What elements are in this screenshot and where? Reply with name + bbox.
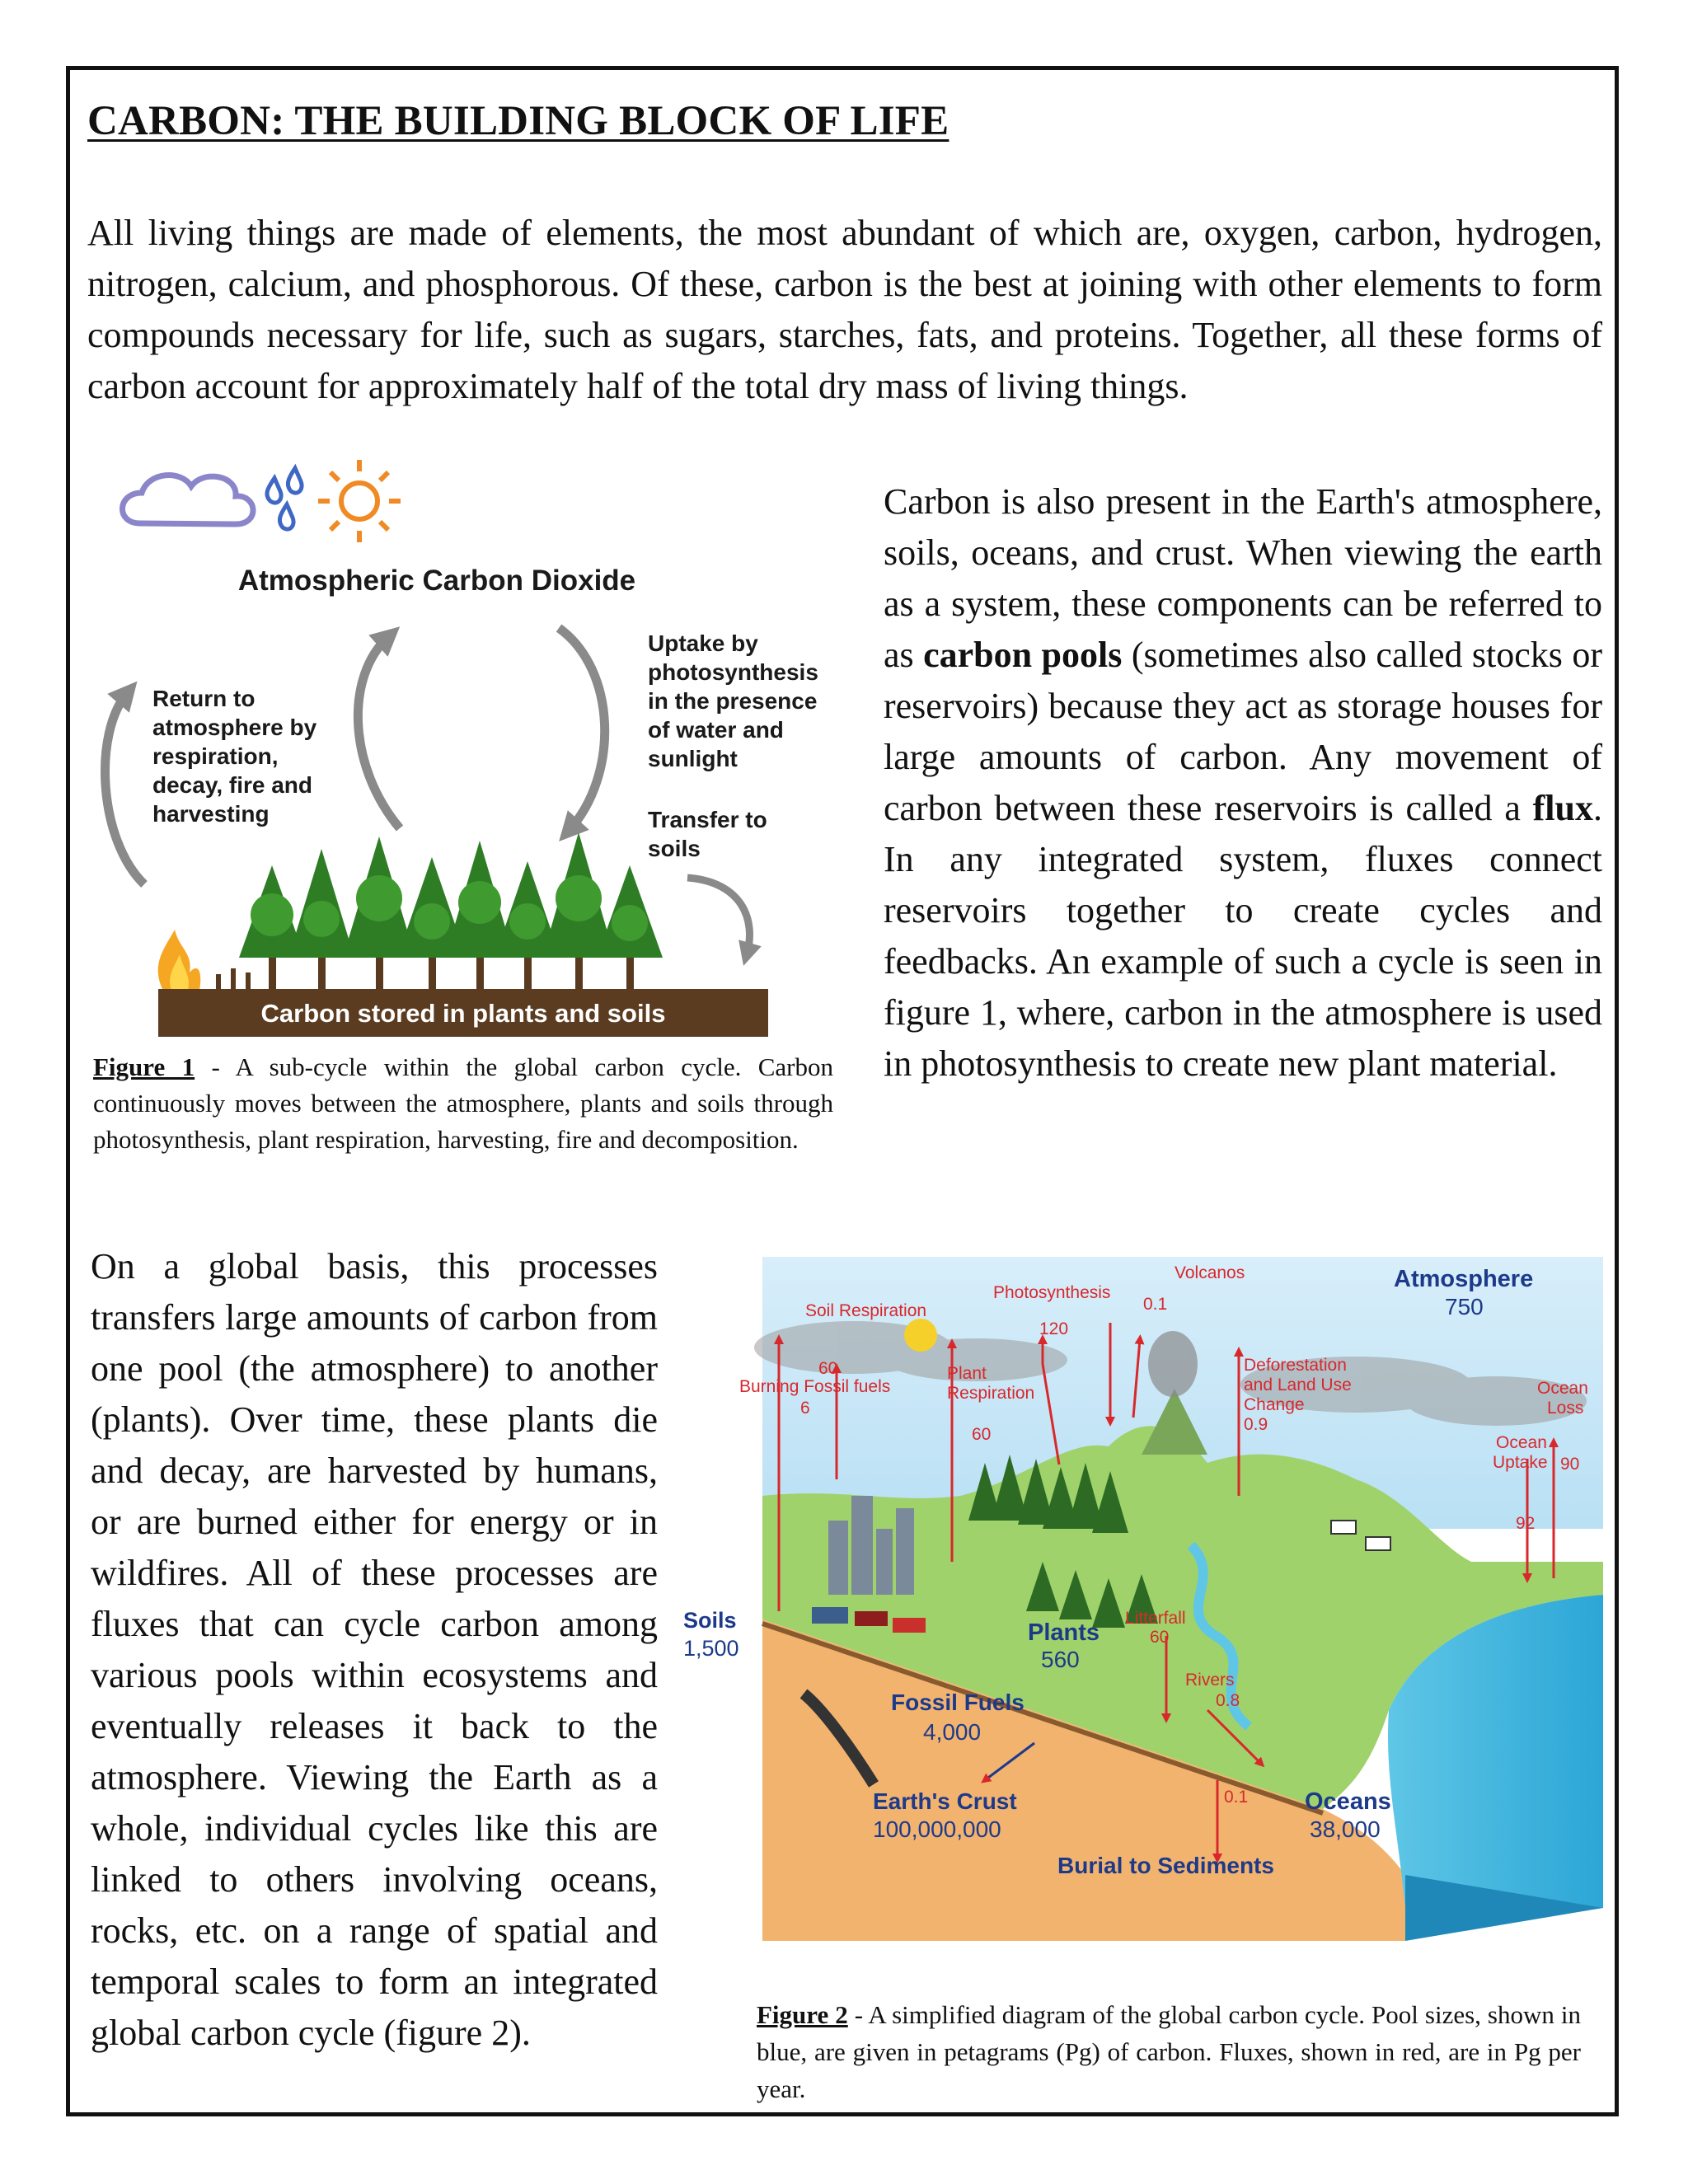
pools-paragraph: Carbon is also present in the Earth's atmosphere, soils, oceans, and crust. When viewing the earth as a system, these components can be referred to as carbon pools (sometimes also called stocks or reservoirs) because they act as storage houses for large amounts of carbon. Any movement of carbon between these reservoirs is called a flux. In any integrated system, fluxes connect reservoirs together to create cycles and feedbacks. An example of such a cycle is seen in figure 1, where, carbon in the atmosphere is used in photosynthesis to create new plant material.	[884, 481, 1603, 1084]
svg-text:4,000: 4,000	[923, 1719, 982, 1745]
fig1-return-label: Return to atmosphere by respiration, decay, fire and harvesting	[152, 686, 317, 827]
svg-text:Soil Respiration: Soil Respiration	[805, 1301, 927, 1320]
figure-1-diagram	[82, 453, 837, 1043]
fig1-uptake-label: Uptake by photosynthesis in the presence of water and sunlight	[648, 630, 818, 771]
svg-text:Soils: Soils	[683, 1608, 737, 1633]
svg-text:0.8: 0.8	[1216, 1691, 1240, 1710]
svg-text:Plants: Plants	[1028, 1619, 1100, 1646]
arrow-uptake	[559, 628, 605, 831]
svg-text:Atmosphere: Atmosphere	[1394, 1266, 1534, 1292]
arrow-transfer	[687, 878, 749, 954]
svg-text:Fossil Fuels: Fossil Fuels	[891, 1690, 1025, 1715]
svg-text:Respiration: Respiration	[947, 1384, 1035, 1403]
figure-2-caption	[757, 1996, 1581, 2107]
svg-text:Oceans: Oceans	[1305, 1788, 1391, 1815]
svg-text:60: 60	[1150, 1628, 1170, 1647]
svg-text:750: 750	[1445, 1294, 1484, 1319]
svg-text:6: 6	[800, 1399, 810, 1418]
arrow-return-outer	[106, 692, 144, 884]
arrow-return-inner	[358, 636, 400, 828]
global-cycle-paragraph: On a global basis, this processes transfers large amounts of carbon from one pool (the atmosphere) to another (plants). Over time, these plants die and decay, are harvested by humans, or are burned either for energy or in wildfires. All of these processes are fluxes that can cycle carbon among various pools within ecosystems and eventually releases it back to the atmosphere. Viewing the Earth as a whole, individual cycles like this are linked to others involving oceans, rocks, etc. on a range of spatial and temporal scales to form an integrated global carbon cycle (figure 2).	[91, 1246, 658, 2053]
svg-text:Volcanos: Volcanos	[1175, 1263, 1245, 1282]
svg-text:0.1: 0.1	[1143, 1295, 1168, 1314]
svg-text:0.1: 0.1	[1224, 1788, 1249, 1807]
svg-text:Photosynthesis: Photosynthesis	[993, 1283, 1111, 1302]
tree-icon	[216, 832, 663, 993]
cloud-icon	[122, 476, 253, 524]
figure-2-label: Figure 2	[757, 2000, 848, 2029]
svg-text:120: 120	[1039, 1319, 1069, 1338]
fire-icon	[158, 930, 201, 991]
term-flux: flux	[1532, 788, 1593, 828]
svg-text:38,000: 38,000	[1310, 1816, 1381, 1842]
svg-text:Burial to Sediments: Burial to Sediments	[1057, 1853, 1274, 1878]
figure-2-caption-text: - A simplified diagram of the global carbon cycle. Pool sizes, shown in blue, are given in petagrams (Pg) of carbon. Fluxes, shown in red, are in Pg per year.	[757, 2000, 1581, 2103]
svg-text:Uptake: Uptake	[1493, 1453, 1548, 1472]
volcano-smoke	[1148, 1331, 1198, 1397]
svg-text:100,000,000: 100,000,000	[873, 1816, 1001, 1842]
svg-text:90: 90	[1560, 1455, 1580, 1474]
svg-text:60: 60	[818, 1359, 838, 1378]
svg-text:560: 560	[1041, 1647, 1080, 1672]
svg-text:60: 60	[972, 1425, 992, 1444]
figure-1-caption-text: - A sub-cycle within the global carbon cycle. Carbon continuously moves between the atmosphere, plants and soils through photosynthesis, plant respiration, harvesting, fire and decomposition.	[93, 1052, 833, 1154]
svg-text:Burning Fossil fuels: Burning Fossil fuels	[739, 1377, 891, 1396]
sun-icon	[318, 460, 401, 542]
svg-text:Litterfall: Litterfall	[1125, 1609, 1186, 1628]
svg-text:92: 92	[1516, 1514, 1536, 1533]
svg-text:Ocean: Ocean	[1537, 1379, 1588, 1398]
svg-text:Loss: Loss	[1547, 1399, 1584, 1418]
svg-text:Rivers: Rivers	[1185, 1671, 1235, 1690]
svg-text:Change: Change	[1244, 1395, 1305, 1414]
figure-1-label: Figure 1	[93, 1052, 195, 1081]
svg-text:Plant: Plant	[947, 1364, 987, 1383]
intro-paragraph: All living things are made of elements, the most abundant of which are, oxygen, carbon, hydrogen, nitrogen, calcium, and phosphorous. Of these, carbon is the best at joining with other elements to form compounds necessary for life, such as sugars, starches, fats, and proteins. Together, all these forms of carbon account for approximately half of the total dry mass of living things.	[87, 213, 1602, 406]
svg-text:0.9: 0.9	[1244, 1415, 1268, 1434]
fig1-transfer-label: Transfer to soils	[648, 807, 767, 861]
figure-1-caption	[93, 1049, 833, 1158]
fig1-ground-label: Carbon stored in plants and soils	[260, 999, 666, 1028]
term-carbon-pools: carbon pools	[923, 635, 1123, 675]
svg-text:and Land Use: and Land Use	[1244, 1376, 1352, 1394]
svg-text:Earth's Crust: Earth's Crust	[873, 1788, 1017, 1814]
sun-icon	[904, 1319, 937, 1352]
svg-text:Deforestation: Deforestation	[1244, 1356, 1347, 1375]
water-drops-icon	[267, 468, 302, 529]
svg-text:Ocean: Ocean	[1496, 1433, 1547, 1452]
page-title: CARBON: THE BUILDING BLOCK OF LIFE	[87, 98, 950, 144]
fig1-heading: Atmospheric Carbon Dioxide	[237, 565, 636, 597]
figure-2-diagram	[680, 1249, 1607, 1949]
svg-text:1,500: 1,500	[683, 1636, 739, 1661]
